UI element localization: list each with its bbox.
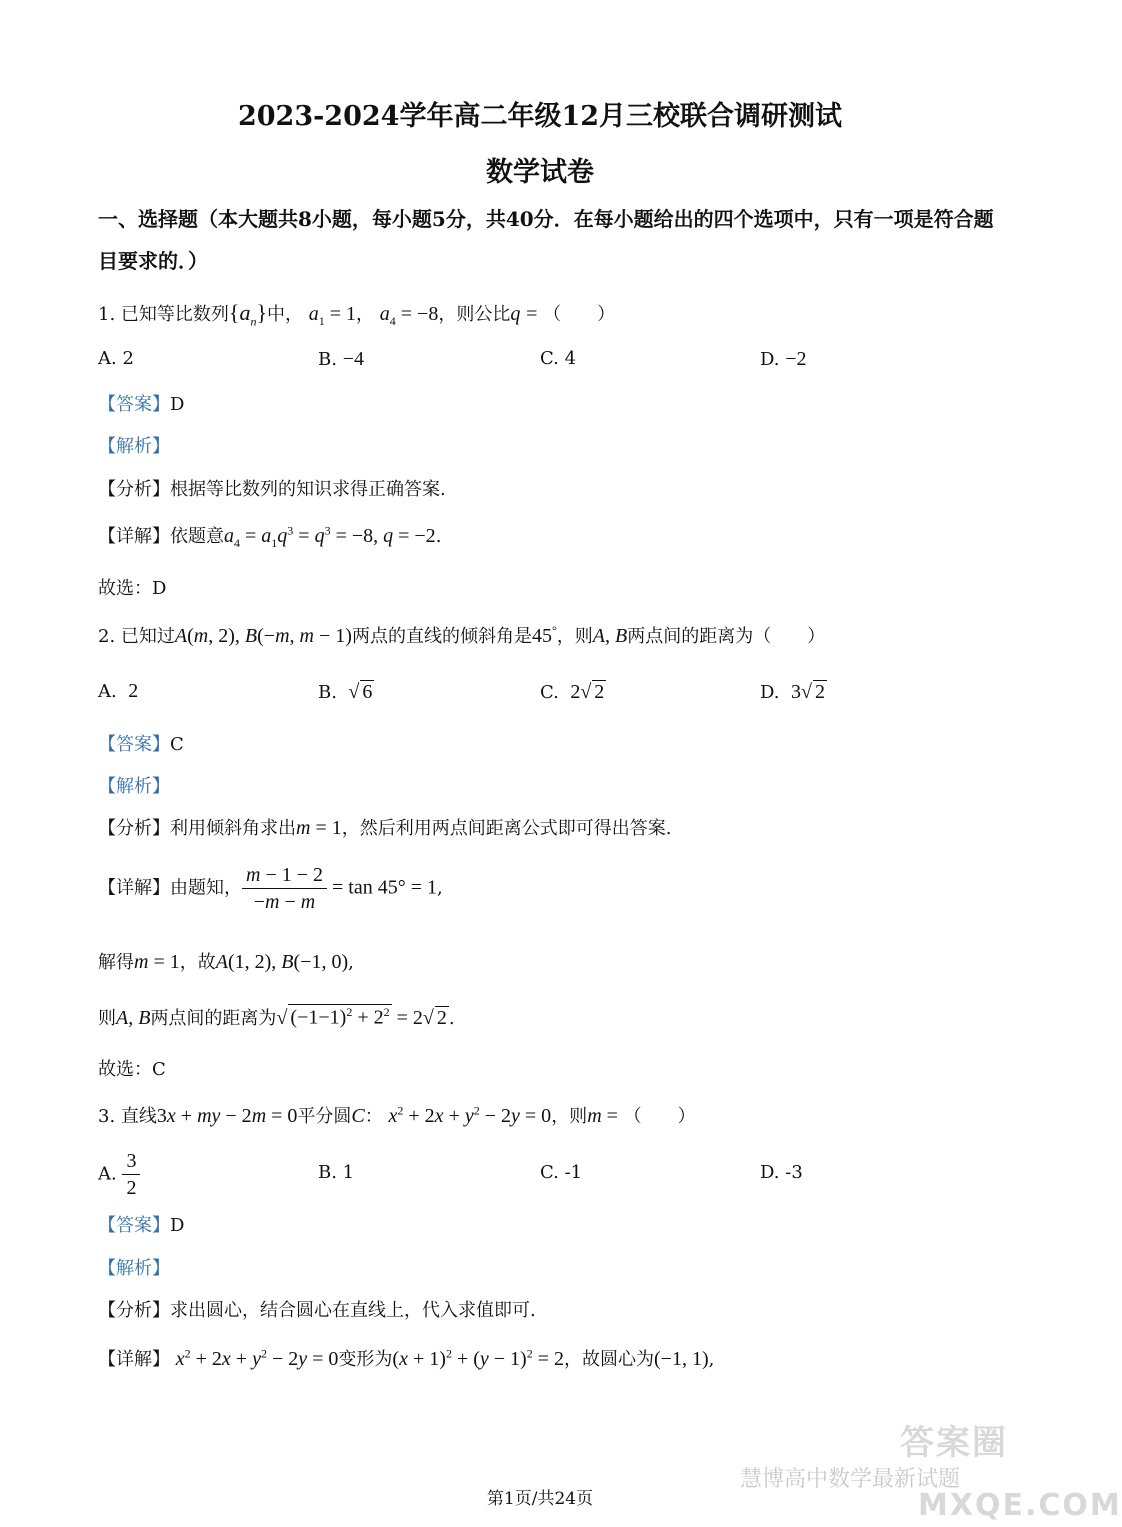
q2-option-d: D. 3√ 2 xyxy=(760,681,825,703)
q3-detail: 【详解】 $x^2 + 2x + y^2 - 2y = 0$变形为$(x + 1)^2 + (y - 1)^2 = 2$，故圆心为(−1, 1), xyxy=(98,1346,715,1370)
watermark-logo-top: 答案圈 xyxy=(900,1423,1008,1463)
q1-fenxi: 【分析】根据等比数列的知识求得正确答案. xyxy=(98,479,446,500)
q1-option-b: B. −4 xyxy=(318,348,364,370)
page-subtitle: 数学试卷 xyxy=(486,157,594,188)
q3-option-a: A. $\frac{3}{2}$ xyxy=(98,1148,140,1201)
q3-fenxi: 【分析】求出圆心，结合圆心在直线上，代入求值即可. xyxy=(98,1300,536,1321)
q2-answer: 【答案】C xyxy=(98,734,184,755)
q3-option-c: C. -1 xyxy=(540,1162,583,1183)
watermark-text: 慧博高中数学最新试题 xyxy=(740,1467,961,1492)
page-title: 2023-2024学年高二年级12月三校联合调研测试 xyxy=(237,101,843,132)
q2-conclusion: 故选：C xyxy=(98,1059,166,1080)
q3-analysis-tag: 【解析】 xyxy=(98,1258,170,1279)
q2-analysis-tag: 【解析】 xyxy=(98,776,170,797)
q2-option-b: B. √ 6 xyxy=(318,681,373,703)
q1-answer: 【答案】D xyxy=(98,394,185,415)
section-heading: 一、选择题（本大题共8小题，每小题5分，共40分．在每小题给出的四个选项中，只有一项是符合题目要求的．） xyxy=(98,207,994,273)
q2-solve: 解得m = 1，故A(1, 2), B(−1, 0), xyxy=(98,951,354,973)
q3-option-d: D. -3 xyxy=(760,1162,803,1183)
q2-detail: 【详解】由题知， $\frac{m - 1 - 2}{-m - m}$ = tan 45° = 1, xyxy=(98,864,443,913)
q1-conclusion: 故选：D xyxy=(98,578,167,599)
q1-analysis-tag: 【解析】 xyxy=(98,436,170,457)
q1-detail: 【详解】依题意$a_4 = a_1q^3 = q^3 = -8$, q = −2. xyxy=(98,523,442,550)
q3-stem: 3. 直线3x + my − 2m = 0平分圆C： $x^2 + 2x + y^2 - 2y = 0$，则m = （ ） xyxy=(98,1103,696,1127)
q2-fenxi: 【分析】利用倾斜角求出m = 1，然后利用两点间距离公式即可得出答案. xyxy=(98,817,672,839)
q3-option-b: B. 1 xyxy=(318,1162,355,1183)
q2-option-c: C. 2√ 2 xyxy=(540,681,605,703)
page-footer: 第1页/共24页 xyxy=(486,1489,594,1509)
q1-option-a: A. 2 xyxy=(98,348,134,369)
q2-stem: 2. 已知过A(m, 2), B(−m, m − 1)两点的直线的倾斜角是45°，则A, B两点间的距离为（ ） xyxy=(98,623,826,647)
q1-option-c: C. 4 xyxy=(540,348,577,369)
q2-option-a: A. 2 xyxy=(98,680,139,702)
q1-stem: 1. 已知等比数列$\{a_n\}$中， $a_1 = 1$， $a_4 = -8$，则公比q = （ ） xyxy=(98,300,616,329)
q3-answer: 【答案】D xyxy=(98,1215,185,1236)
q2-distance: 则A, B两点间的距离为√ $(-1-1)^2 + 2^2 = 2√$ 2 . xyxy=(98,1005,455,1029)
watermark-logo-bottom: MXQE.COM xyxy=(918,1488,1122,1523)
q1-option-d: D. −2 xyxy=(760,348,807,370)
